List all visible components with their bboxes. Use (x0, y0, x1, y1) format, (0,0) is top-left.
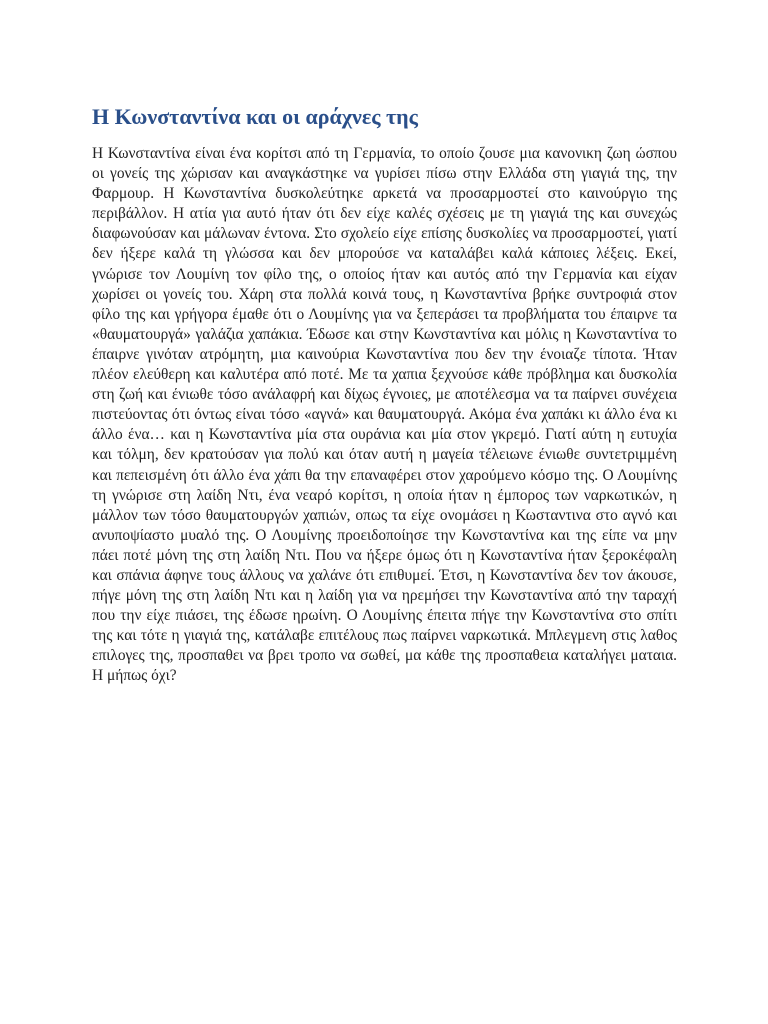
document-body-paragraph: Η Κωνσταντίνα είναι ένα κορίτσι από τη Γερμανία, το οποίο ζουσε μια κανονικη ζωη ώσπου οι γονείς της χώρισαν και αναγκάστηκε να γυρίσει πίσω στην Ελλάδα στη γιαγιά της, την Φαρμουρ. Η Κωνσταντίνα δυσκολεύτηκε αρκετά να προσαρμοστεί στο καινούργιο της περιβάλλον. Η ατία για αυτό ήταν ότι δεν είχε καλές σχέσεις με τη γιαγιά της και συνεχώς διαφωνούσαν και μάλωναν έντονα. Στο σχολείο είχε επίσης δυσκολίες να προσαρμοστεί, γιατί δεν ήξερε καλά τη γλώσσα και δεν μπορούσε να καταλάβει καλά κάποιες λέξεις. Εκεί, γνώρισε τον Λουμίνη τον φίλο της, ο οποίος ήταν και αυτός από την Γερμανία και είχαν χωρίσει οι γονείς του. Χάρη στα πολλά κοινά τους, η Κωνσταντίνα βρήκε συντροφιά στον φίλο της και γρήγορα έμαθε ότι ο Λουμίνης για να ξεπεράσει τα προβλήματα του έπαιρνε τα «θαυματουργά» γαλάζια χαπάκια. Έδωσε και στην Κωνσταντίνα και μόλις η Κωνσταντίνα το έπαιρνε γινόταν ατρόμητη, μια καινούρια Κωνσταντίνα που δεν την ένοιαζε τίποτα. Ήταν πλέον ελεύθερη και καλυτέρα από ποτέ. Με τα χαπια ξεχνούσε κάθε πρόβλημα και δυσκολία στη ζωή και ένιωθε τόσο ανάλαφρή και δίχως έγνοιες, με αποτέλεσμα να τα παίρνει συνέχεια πιστεύοντας ότι όντως είναι τόσο «αγνά» και θαυματουργά. Ακόμα ένα χαπάκι κι άλλο ένα κι άλλο ένα… και η Κωνσταντίνα μία στα ουράνια και μία στον γκρεμό. Γιατί αύτη η ευτυχία και τόλμη, δεν κρατούσαν για πολύ και όταν αυτή η μαγεία τέλειωνε ένιωθε συντετριμμένη και πεπεισμένη ότι άλλο ένα χάπι θα την επαναφέρει στον χαρούμενο κόσμο της. Ο Λουμίνης τη γνώρισε στη λαίδη Ντι, ένα νεαρό κορίτσι, η οποία ήταν η έμπορος των ναρκωτικών, η μάλλον των τόσο θαυματουργών χαπιών, οπως τα είχε ονομάσει η Κωσταντινα στο αγνό και ανυποψίαστο μυαλό της. Ο Λουμίνης προειδοποίησε την Κωνσταντίνα και της είπε να μην πάει ποτέ μόνη της στη λαίδη Ντι. Που να ήξερε όμως ότι η Κωνσταντίνα ήταν ξεροκέφαλη και σπάνια άφηνε τους άλλους να χαλάνε ότι επιθυμεί. Έτσι, η Κωνσταντίνα δεν τον άκουσε, πήγε μόνη της στη λαίδη Ντι και η λαίδη για να ηρεμήσει την Κωνσταντίνα από την ταραχή που την είχε πιάσει, της έδωσε ηρωίνη. Ο Λουμίνης έπειτα πήγε την Κωνσταντίνα στο σπίτι της και τότε η γιαγιά της, κατάλαβε επιτέλους πως παίρνει ναρκωτικά. Μπλεγμενη στις λαθος επιλογες της, προσπαθει να βρει τροπο να σωθεί, μα κάθε της προσπαθεια καταλήγει ματαια. Η μήπως όχι? (92, 145, 677, 685)
document-title: Η Κωνσταντίνα και οι αράχνες της (92, 104, 418, 129)
